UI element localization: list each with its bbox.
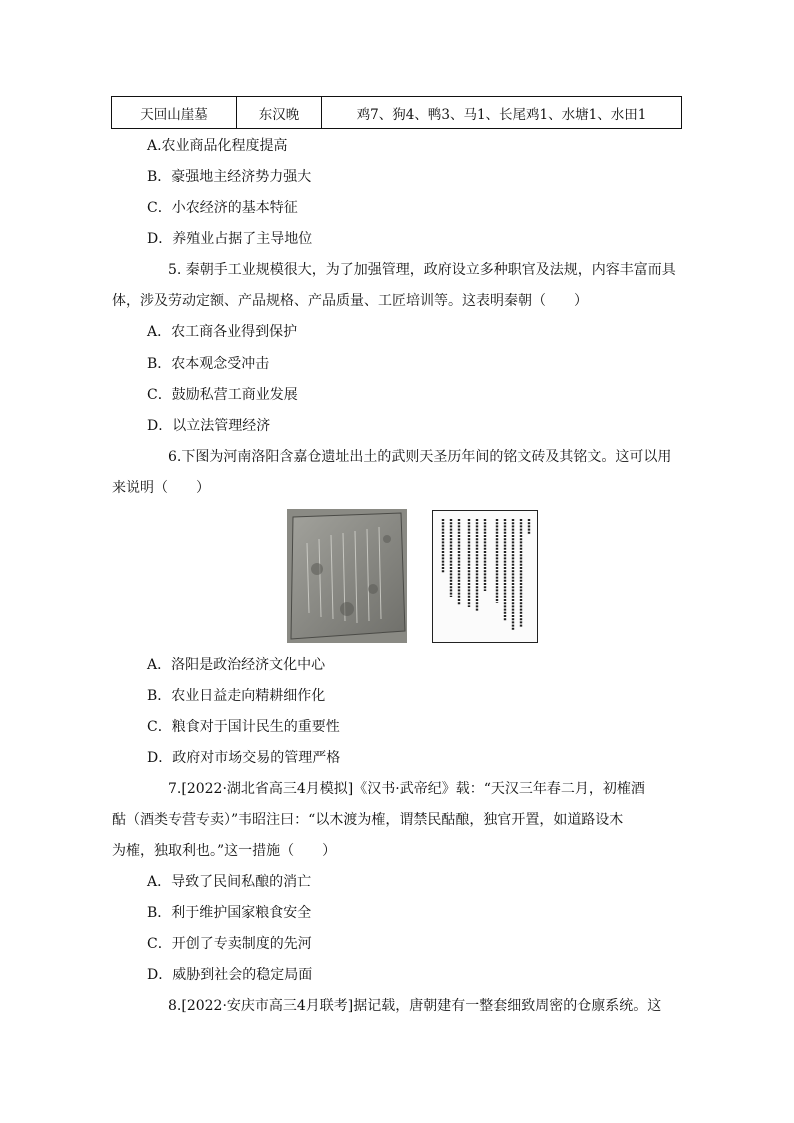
q6-option-d: D．政府对市场交易的管理严格 xyxy=(147,750,341,766)
q7-option-b: B．利于维护国家粮食安全 xyxy=(147,905,312,921)
q7-option-c: C．开创了专卖制度的先河 xyxy=(147,936,312,952)
q4-option-b: B．豪强地主经济势力强大 xyxy=(147,169,312,185)
q5-option-b: B．农本观念受冲击 xyxy=(147,356,270,372)
inscribed-brick-photo xyxy=(287,509,407,643)
q6-stem-line-2: 来说明（ ） xyxy=(112,480,210,496)
inscription-brick-figure xyxy=(287,509,539,643)
q7-stem-line-1: 7.[2022·湖北省高三4月模拟]《汉书·武帝纪》载：“天汉三年春二月，初榷酒 xyxy=(168,781,645,797)
q8-stem-line-1: 8.[2022·安庆市高三4月联考]据记载，唐朝建有一整套细致周密的仓廪系统。这 xyxy=(168,998,662,1014)
q7-stem-line-3: 为榷，独取利也。”这一措施（ ） xyxy=(112,843,337,859)
table-row xyxy=(112,97,682,129)
q5-option-c: C．鼓励私营工商业发展 xyxy=(147,387,298,403)
inscription-transcription xyxy=(432,510,538,643)
q6-option-c: C．粮食对于国计民生的重要性 xyxy=(147,719,340,735)
q5-option-a: A．农工商各业得到保护 xyxy=(147,324,298,340)
table-cell-items: 鸡7、狗4、鸭3、马1、长尾鸡1、水塘1、水田1 xyxy=(322,97,682,129)
q5-stem-line-2: 体，涉及劳动定额、产品规格、产品质量、工匠培训等。这表明秦朝（ ） xyxy=(112,293,588,309)
q6-option-b: B．农业日益走向精耕细作化 xyxy=(147,688,326,704)
q7-option-d: D．威胁到社会的稳定局面 xyxy=(147,967,313,983)
q5-option-d: D．以立法管理经济 xyxy=(147,418,271,434)
q7-stem-line-2: 酤（酒类专营专卖）”韦昭注曰：“以木渡为榷，谓禁民酤酿，独官开置，如道路设木 xyxy=(112,812,624,828)
q4-option-d: D．养殖业占据了主导地位 xyxy=(147,231,313,247)
table-cell-period: 东汉晚 xyxy=(237,97,322,129)
q4-option-c: C．小农经济的基本特征 xyxy=(147,200,298,216)
q6-option-a: A．洛阳是政治经济文化中心 xyxy=(147,657,326,673)
q4-option-a: A.农业商品化程度提高 xyxy=(147,138,288,154)
brick-texture xyxy=(287,509,407,643)
table-cell-site: 天回山崖墓 xyxy=(112,97,237,129)
q6-stem-line-1: 6.下图为河南洛阳含嘉仓遗址出土的武则天圣历年间的铭文砖及其铭文。这可以用 xyxy=(168,449,672,465)
q7-option-a: A．导致了民间私酿的消亡 xyxy=(147,874,312,890)
transcription-text-columns xyxy=(433,511,537,642)
burial-goods-table xyxy=(111,96,682,129)
q5-stem-line-1: 5. 秦朝手工业规模很大，为了加强管理，政府设立多种职官及法规，内容丰富而具 xyxy=(168,262,676,278)
